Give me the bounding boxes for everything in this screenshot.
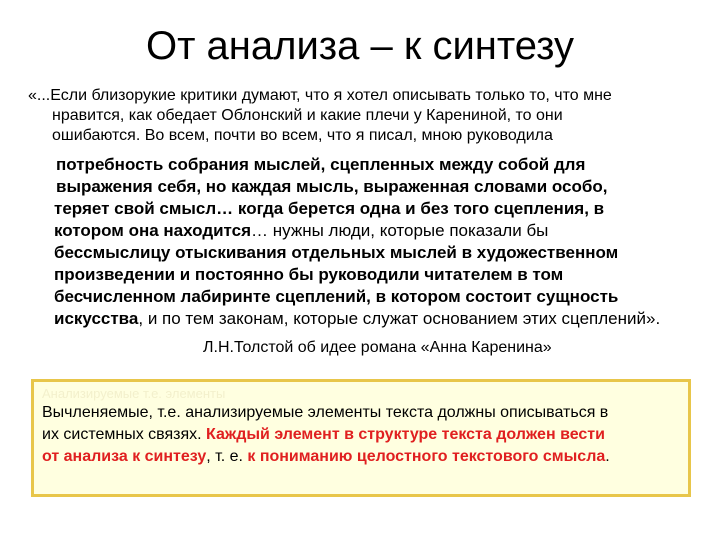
summary-box: [31, 379, 691, 497]
tolstoy-quote: [28, 86, 700, 358]
quote-line: ошибаются. Во всем, почти во всем, что я писал, мною руководила: [52, 127, 553, 144]
quote-attribution: Л.Н.Толстой об идее романа «Анна Каренина»: [203, 339, 552, 356]
quote-line: нравится, как обедает Облонский и какие плечи у Карениной, то они: [52, 107, 563, 124]
summary-line: [42, 446, 680, 468]
quote-fragment: , и по тем законам, которые служат основанием этих сцеплений».: [138, 309, 661, 328]
quote-line: «...Если близорукие критики думают, что я хотел описывать только то, что мне: [28, 87, 612, 104]
summary-fragment: , т. е.: [206, 448, 248, 465]
summary-emphasis: Каждый элемент в структуре текста должен вести: [206, 426, 605, 443]
summary-fragment: их системных связях.: [42, 426, 207, 443]
summary-emphasis: от анализа к синтезу: [42, 448, 207, 465]
quote-fragment: искусства: [54, 309, 139, 328]
quote-line: потребность собрания мыслей, сцепленных между собой для: [56, 155, 586, 174]
quote-line: произведении и постоянно бы руководили читателем в том: [54, 265, 564, 284]
quote-line: выражения себя, но каждая мысль, выраженная словами особо,: [56, 177, 608, 196]
slide-title: От анализа – к синтезу: [145, 24, 575, 68]
quote-line: [50, 308, 700, 330]
quote-fragment: котором она находится: [54, 221, 252, 240]
quote-line: бесчисленном лабиринте сцеплений, в котором состоит сущность: [54, 287, 619, 306]
quote-line: бессмыслицу отыскивания отдельных мыслей в художественном: [54, 243, 619, 262]
quote-line: теряет свой смысл… когда берется одна и без того сцепления, в: [54, 199, 605, 218]
summary-fragment: .: [605, 448, 610, 465]
summary-line: [42, 424, 680, 446]
summary-line: Вычленяемые, т.е. анализируемые элементы текста должны описываться в: [42, 404, 609, 421]
quote-body: [50, 154, 700, 330]
summary-emphasis: к пониманию целостного текстового смысла: [247, 448, 606, 465]
quote-line: [50, 220, 700, 242]
faded-header: Анализируемые т.е. элементы: [42, 386, 226, 401]
quote-intro: [28, 86, 700, 146]
quote-fragment: … нужны люди, которые показали бы: [251, 221, 549, 240]
